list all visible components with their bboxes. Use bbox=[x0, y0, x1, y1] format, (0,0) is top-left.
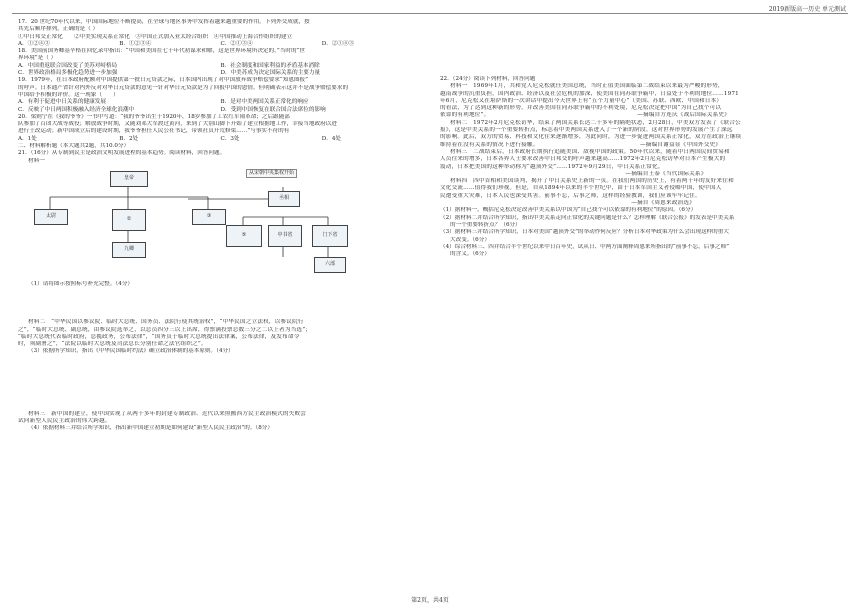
r-material-2-line: 维持着在没有关系的情况下进行接触。 —摘编自谢益显《中国外交史》 bbox=[440, 141, 722, 148]
r-material-1-line: 材料一 1969年1月，共和党人尼克松就任美国总统，当时正值美国面临第二战结束以来最为严峻的形势， bbox=[450, 83, 724, 90]
r-material-3-line: 震动，日本把美国的这种举动称为“越顶外交”……1972年9月29日，中日关系正常化。 bbox=[440, 163, 664, 170]
q19-option-c[interactable]: C．反映了中日两国积极融入经济全球化浪潮中 bbox=[18, 106, 135, 113]
r-material-3-line: —摘编自王泰《当代国际关系》 bbox=[440, 170, 707, 177]
q20-line: 20．梁则宁在《我的爷爷》一书中写道：“我的爷爷出生于1920年，18岁参加了工农红军闹革命；之后跟随部 bbox=[18, 113, 290, 120]
q18-line: 18．美国前国务卿基辛格在回忆录中指出：“中国和美国在七十年代初谋求和解，这是世界环境所决定的。”当时的“世 bbox=[18, 48, 305, 55]
r-material-2-line: 的影响。此后，双方的贸易、科技和文化往来逐渐增多，为此同时，为进一步促进两国关系正常化，双方在政治上继续 bbox=[440, 134, 742, 141]
q19-option-b[interactable]: B．是对中美两国关系正常化的响应 bbox=[220, 99, 309, 106]
diagram-annotation: 从宋朝中央集权开始 bbox=[246, 169, 297, 178]
q18-line: 界环境”是（ ） bbox=[18, 55, 57, 62]
r-material-1-line: 年6月，尼克松又在堪萨斯的一次讲话中提出今天世界上有“五个力量中心”（美国、苏联、西欧、中国和日本） bbox=[440, 97, 723, 104]
q17-option-a[interactable]: A．①②④③ bbox=[18, 40, 51, 47]
page-footer: 第2页，共4页 bbox=[411, 597, 449, 604]
q20-line: 进行土改运动；新中国成立后的建设时期，我爷爷担任人民公社书记，带领社员开荒修渠……”与事实不符的有 bbox=[18, 128, 290, 135]
q22-sub-question: 的一个重要转折点？（6分） bbox=[450, 221, 521, 228]
q17-line: ①中日邦交正常化 ②中美实现关系正常化 ③中国正式加入亚太经合组织 ④中国推动上海合作组织的建立 bbox=[18, 33, 293, 40]
material-2-line: 之”，“临时大总统、副总统，由参议院选举之，以总员四分三以上出席，得票满投票总数三分之二以上者为当选”； bbox=[18, 326, 312, 333]
q20-line: 队参加了百团大战等战役；解放战争时期，又随刘邓大军渡过黄河，来到了大别山脚下开始了建立根据地工作，幸接当地政府以进 bbox=[18, 121, 337, 128]
q22-sub-question: 的含义。（6分） bbox=[450, 251, 490, 258]
r-material-3-line: 人员往来的增多，日本各界人士要求改善中日邦交的呼声越来越高……1972年2月尼克松访华对日本产生极大的 bbox=[440, 156, 726, 163]
diagram-node-3: ③ bbox=[192, 209, 226, 225]
answer-space bbox=[18, 380, 423, 404]
answer-space bbox=[18, 312, 423, 319]
material-2-line: “临时大总统代表临时政府，总揽政务，公布法律”，“国务员于临时大总统提出法律案，公布法律，及发布命令 bbox=[18, 333, 300, 340]
structure-diagram bbox=[28, 167, 368, 277]
r-material-4-line: 民遭受重大灾难，日本人民也深受其害。前事不忘，后事之师，这样的经验教训，我们应该牢牢记住。 bbox=[440, 192, 701, 199]
q21-sub3: （3）依据所学知识，指出《中华民国临时约法》确立政治体制的基本原则。（4分） bbox=[28, 348, 234, 355]
diagram-node-taiwei: 太尉 bbox=[34, 209, 68, 225]
page-header: 2019新版高一历史 单元测试 bbox=[768, 6, 846, 13]
material-2-line: 时，须副署之”，“法院以临时大总统及司法总长分别任命之法官组织之”。 bbox=[18, 341, 207, 348]
header-divider bbox=[12, 13, 848, 14]
q17-options bbox=[18, 41, 423, 48]
q17-option-c[interactable]: C．②①③④ bbox=[220, 40, 253, 47]
question-18 bbox=[18, 48, 423, 77]
question-22-title: 22．（24分）阅读下列材料，回答问题 bbox=[440, 76, 536, 82]
answer-space bbox=[18, 356, 423, 380]
r-material-4-line: 材料四 四中首相和美国谈判，揭开了中日关系史上新的一页。在我们两国的历史上，有着两千年的友好来往和 bbox=[450, 178, 734, 185]
left-column bbox=[18, 19, 423, 433]
q18-option-a[interactable]: A．中国重返联合国改变了美苏对峙格局 bbox=[18, 62, 118, 69]
q17-line: 其先后顺序排列，正确的是（ ） bbox=[18, 26, 99, 33]
q17-line: 17．20 世纪70年代以来，中国国际地位不断提高，在全球与地区事务中发挥着越来越重要的作用。下列外交成就，按 bbox=[18, 19, 310, 25]
q18-option-b[interactable]: B．社会制度和国家利益的矛盾基本消除 bbox=[220, 62, 320, 69]
q20-option-d[interactable]: D．4处 bbox=[321, 135, 341, 142]
q21-sub4: （4）依据材料三并结合所学知识，指出新中国建立初期是如何建设“新型人民民主政治”的。（8分） bbox=[28, 425, 273, 432]
material-1-label: 材料一 bbox=[28, 157, 45, 164]
diagram-node-chancellor: 丞相 bbox=[268, 191, 300, 207]
question-20 bbox=[18, 114, 423, 143]
r-material-1-line: 越南战争的沉重负担，国内政治、经济以及社会危机的加深，使美国在同苏联争霸中，日益处于不利的地位……1971 bbox=[440, 90, 739, 97]
r-material-1-line: 的看法，为了达到这种新的形势，并改善美国在同苏联争霸中的不利处境，尼克松决定把中国“为自己找个可以 bbox=[440, 105, 722, 112]
section-title: 二、材料解析题（本大题共2题，共10.0分） bbox=[18, 143, 130, 150]
diagram-node-emperor: 皇帝 bbox=[110, 171, 148, 187]
q20-option-a[interactable]: A．1处 bbox=[18, 135, 37, 142]
diagram-node-5: ⑤ bbox=[226, 225, 262, 247]
diagram-node-1: ① bbox=[112, 209, 146, 231]
q21-sub1: （1）请将图示按照标号补充完整。（4分） bbox=[28, 280, 134, 287]
r-material-2-line: 报》，这是中美关系的一个重要转折点，标志着中美两国关系进入了一个新的阶段。这对世界形势的发展产生了深远 bbox=[440, 127, 733, 134]
answer-space bbox=[18, 404, 423, 411]
q20-options bbox=[18, 136, 423, 143]
r-material-3-line: 材料三 二战结束后，日本政府长期执行追随美国、敌视中国的政策。50年代以来，随着中日两国民间贸易和 bbox=[450, 148, 730, 155]
material-3-line: 试向新型人民民主政治的伟大跨越。 bbox=[18, 418, 111, 425]
q18-option-c[interactable]: C．世界政治格局多极化趋势进一步加强 bbox=[18, 70, 118, 77]
q18-options bbox=[18, 70, 423, 77]
q20-option-c[interactable]: C．3处 bbox=[220, 135, 240, 142]
q19-options bbox=[18, 99, 423, 106]
r-material-1-line: 依靠的有利地位”。 —摘编自方连庆《战后国际关系史》 bbox=[440, 112, 730, 119]
material-2-line: 材料二 “中华民国以参议院、临时大总统、国务员、法院行使其统治权”，“中华民国之立法权，以参议院行 bbox=[28, 319, 304, 326]
r-material-2-line: 材料二 1972年2月尼克松访华，结束了两国关系长达二十多年的隔绝状态，2月28日，中美双方发表了《联合公 bbox=[450, 119, 741, 126]
answer-space bbox=[18, 288, 423, 312]
question-21-title: 21．（16分）从专制到民主是政治文明发展进程的基本趋势。阅读材料，回答问题。 bbox=[18, 150, 226, 157]
q17-option-b[interactable]: B．①②③④ bbox=[119, 40, 152, 47]
q19-line: 中国给予积极的评价。这一现象（ ） bbox=[18, 91, 119, 98]
q22-sub-question: （4）综合材料三、四并结合半个世纪以来中日百年史，试从日、中两方面阐释周恩来所指出的“前事不忘，后事之师” bbox=[440, 243, 729, 250]
material-3-line: 材料三 新中国的建立，使中国实现了从两千多年的封建专制政治、近代以来照搬西方民主政治模式的失败尝 bbox=[28, 410, 307, 417]
diagram-node-liubu: 六部 bbox=[314, 257, 346, 273]
question-19 bbox=[18, 77, 423, 113]
q22-sub-question: 大改变。（6分） bbox=[450, 236, 490, 243]
q19-option-a[interactable]: A．有利于促进中日关系的健康发展 bbox=[18, 99, 106, 106]
q17-option-d[interactable]: D．②①④③ bbox=[321, 40, 355, 47]
q18-options bbox=[18, 63, 423, 70]
right-column bbox=[440, 76, 840, 258]
question-17 bbox=[18, 19, 423, 48]
r-material-4-line: —摘自《周恩来政治选》 bbox=[440, 200, 695, 207]
diagram-node-menxia: 门下省 bbox=[312, 225, 348, 247]
q22-sub-question: （1）据材料一，概括尼克松决定改善中美关系以中国为“自己找个可以依靠的有利地位”的原因。（6分） bbox=[440, 207, 697, 214]
q19-line: 的呼声。日本通产省针对内外反对对华日元贷款的意见一针对华日元贷款是为了回报中国的恩情。但明确表示这并不是战争赔偿要求的 bbox=[18, 84, 349, 91]
q18-option-d[interactable]: D．中美苏成为决定国际关系的主要力量 bbox=[220, 70, 321, 77]
diagram-node-jiuqing: 九卿 bbox=[112, 242, 146, 258]
q20-option-b[interactable]: B．2处 bbox=[119, 135, 139, 142]
q19-option-d[interactable]: D．受到中国恢复在联合国合法席位的影响 bbox=[220, 106, 326, 113]
q19-line: 19．1979年，在日本政府配额对中国提供第一批日元贷款之际，日本国内出现了对中国放弃战争赔偿要求“知恩图报” bbox=[18, 77, 308, 84]
q22-sub-question: （2）据材料二并结合所学知识，指出中美关系走向正常化的关键问题是什么？怎样理解《联合公报》的发表是中美关系 bbox=[440, 214, 735, 221]
r-material-4-line: 文化交流……值得我们珍视。但是，自从1894年以来的半个世纪中，由于日本军国主义者侵略中国，使中国人 bbox=[440, 185, 722, 192]
q19-options bbox=[18, 107, 423, 114]
diagram-node-zhongshu: 中书省 bbox=[268, 225, 302, 247]
q22-sub-question: （3）据材料三并结合所学知识，日本对美国“越顶外交”的举动作何反应？分析日本对华政策为什么会出现这样的重大 bbox=[440, 229, 729, 236]
